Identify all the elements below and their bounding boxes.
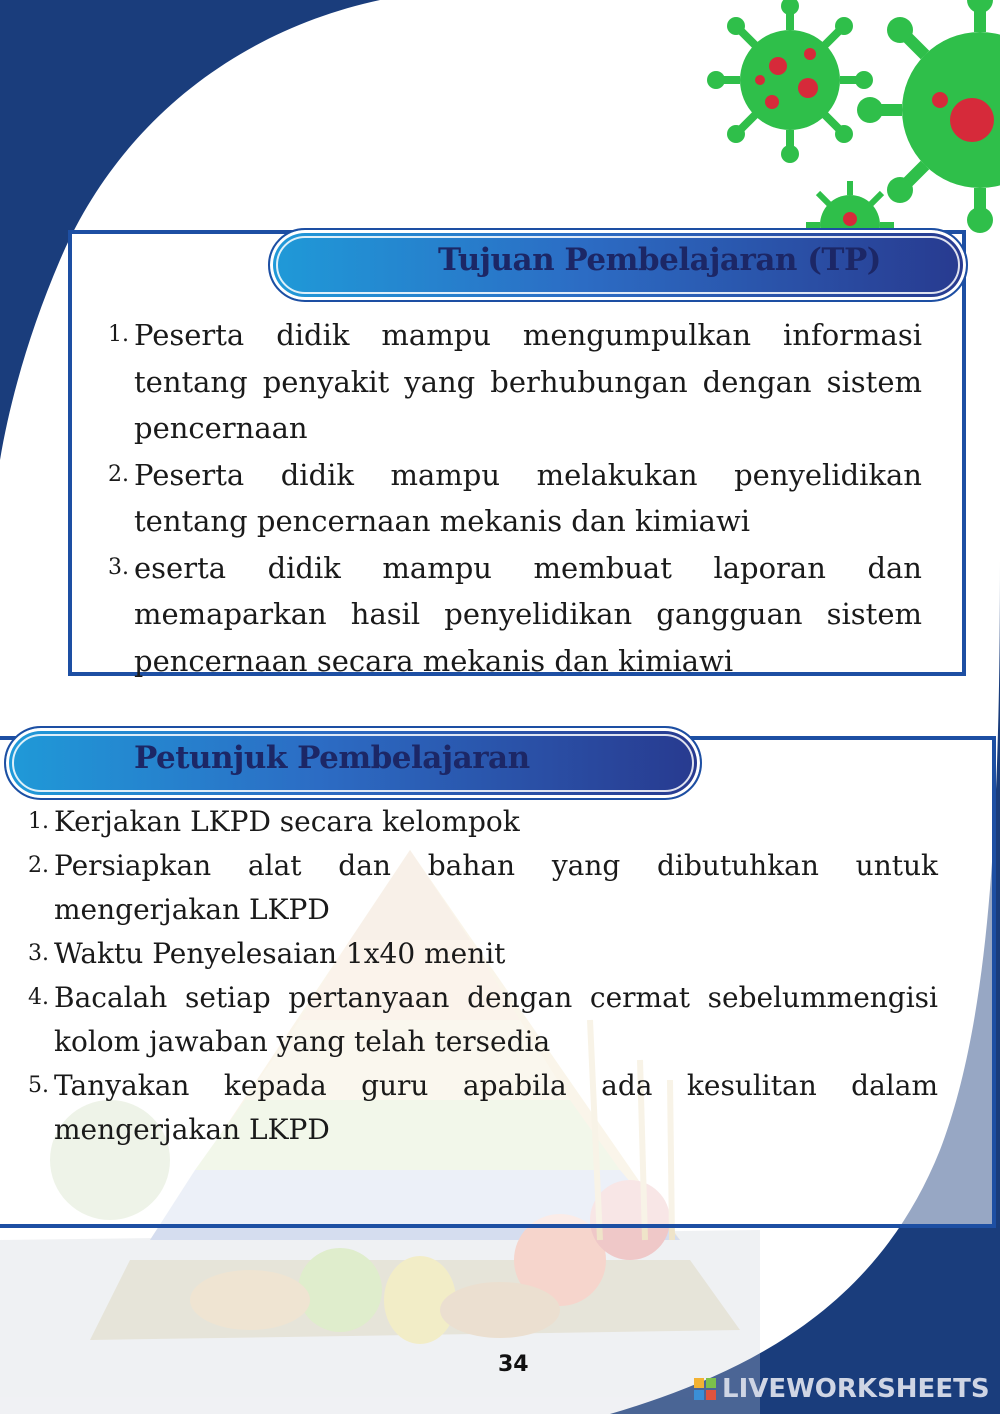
tp-title: Tujuan Pembelajaran (TP) [438, 242, 881, 278]
tp-item-text: Peserta didik mampu melakukan penyelidikan tentang pencernaan mekanis dan kimiawi [134, 457, 922, 538]
virus-illustration [707, 0, 1000, 255]
pp-list [28, 800, 938, 1152]
pp-list-item [28, 976, 938, 1064]
pp-item-number: 1. [28, 809, 49, 834]
tp-list [108, 312, 922, 684]
pp-list-item [28, 1064, 938, 1152]
virus-small [707, 0, 873, 163]
pp-item-number: 3. [28, 941, 49, 966]
pp-list-item [28, 800, 938, 844]
pp-item-text: Waktu Penyelesaian 1x40 menit [54, 937, 506, 970]
tp-item-number: 3. [108, 554, 129, 580]
tp-list-item [108, 545, 922, 685]
tp-title-banner [268, 228, 968, 302]
pp-item-number: 2. [28, 853, 49, 878]
pp-item-number: 5. [28, 1073, 49, 1098]
tp-item-text: Peserta didik mampu mengumpulkan informasi tentang penyakit yang berhubungan dengan sistem pencernaan [134, 318, 922, 445]
tp-item-text: eserta didik mampu membuat laporan dan memaparkan hasil penyelidikan gangguan sistem pencernaan secara mekanis dan kimiawi [134, 550, 922, 678]
pp-item-text: Kerjakan LKPD secara kelompok [54, 805, 520, 838]
pp-item-number: 4. [28, 985, 49, 1010]
pp-item-text: Persiapkan alat dan bahan yang dibutuhkan untuk mengerjakan LKPD [54, 849, 938, 926]
tp-item-number: 1. [108, 322, 129, 347]
liveworksheets-logo-icon [694, 1378, 716, 1400]
pp-item-text: Bacalah setiap pertanyaan dengan cermat sebelummengisi kolom jawaban yang telah tersedia [54, 981, 938, 1058]
tp-list-item [108, 452, 922, 545]
pp-title: Petunjuk Pembelajaran [134, 740, 530, 776]
pp-title-banner [4, 726, 702, 800]
pp-item-text: Tanyakan kepada guru apabila ada kesulitan dalam mengerjakan LKPD [54, 1069, 938, 1146]
tp-list-item [108, 312, 922, 452]
page-number: 34 [498, 1352, 529, 1377]
pp-list-item [28, 844, 938, 932]
liveworksheets-watermark: LIVEWORKSHEETS [722, 1374, 990, 1404]
pp-list-item [28, 932, 938, 976]
tp-item-number: 2. [108, 461, 129, 487]
